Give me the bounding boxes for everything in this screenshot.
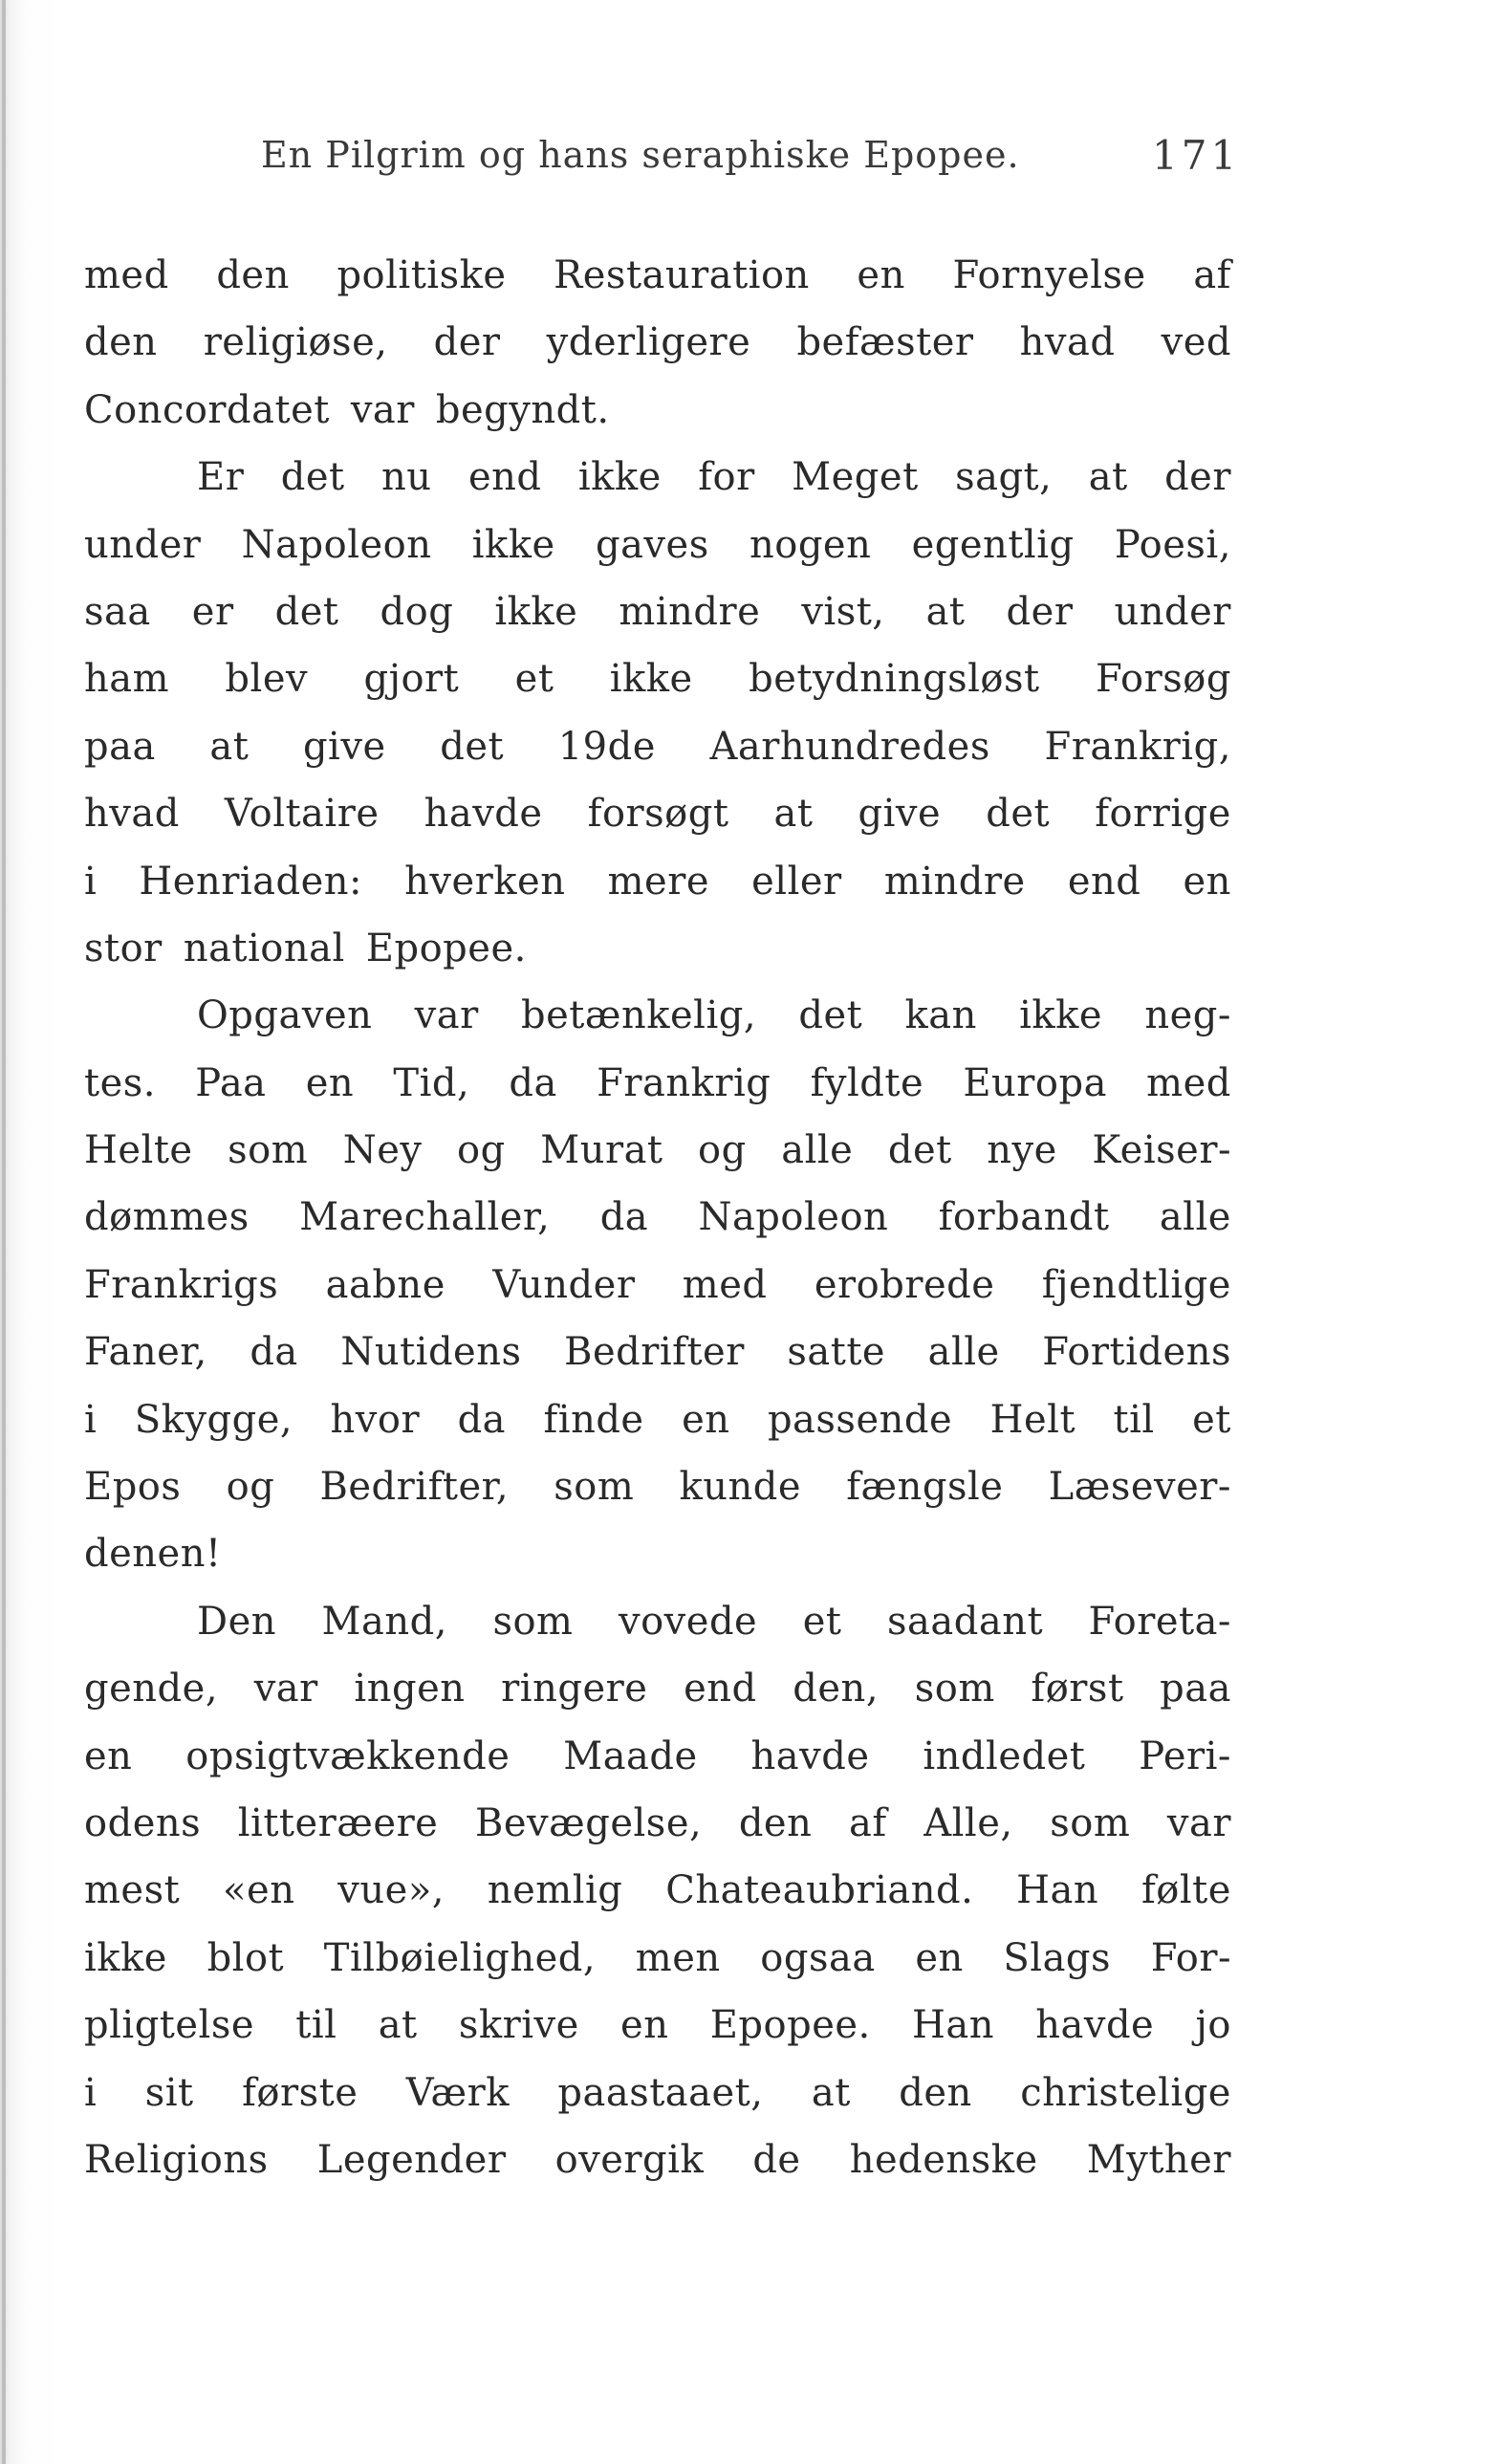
word: mindre [619, 589, 761, 634]
word: fjendtlige [1041, 1262, 1231, 1307]
word: første [242, 2070, 358, 2115]
text-line [84, 780, 1231, 847]
word: paastaaet, [557, 2070, 764, 2115]
word: Epopee. [709, 2003, 871, 2048]
word: som [228, 1128, 309, 1173]
text-line [84, 377, 1231, 444]
word: Concordatet [84, 387, 330, 432]
word: Frankrig, [1044, 724, 1231, 769]
word: ikke [84, 1935, 167, 1980]
word: Murat [540, 1128, 663, 1173]
word: politiske [337, 253, 507, 297]
word: af [848, 1800, 887, 1845]
text-line [84, 444, 1231, 511]
word: Voltaire [224, 792, 380, 837]
word: dømmes [84, 1195, 250, 1240]
word: sit [144, 2070, 194, 2115]
text-line [84, 1050, 1231, 1117]
word: er [191, 589, 234, 634]
word: eller [751, 859, 842, 904]
word: Myther [1086, 2137, 1231, 2182]
word: mest [84, 1868, 181, 1913]
text-line [84, 2060, 1231, 2126]
word: gjort [363, 657, 460, 702]
word: Vunder [492, 1262, 636, 1307]
word: Napoleon [698, 1195, 889, 1240]
text-line [84, 1790, 1231, 1857]
word: den [216, 253, 290, 297]
word: som [914, 1667, 995, 1712]
word: religiøse, [203, 320, 388, 365]
word: neg- [1144, 993, 1231, 1038]
text-line [84, 1319, 1231, 1385]
word: et [802, 1599, 842, 1644]
word: ikke [494, 589, 578, 634]
word: alle [927, 1330, 1000, 1375]
word: hvor [330, 1397, 421, 1442]
word: Værk [405, 2070, 510, 2115]
word: vist, [801, 589, 885, 634]
word: det [440, 724, 505, 769]
word: Napoleon [241, 522, 432, 567]
word: Chateaubriand. [665, 1868, 974, 1913]
text-line [84, 1655, 1231, 1722]
word: først [1031, 1667, 1124, 1712]
word: ikke [471, 522, 555, 567]
word: til [295, 2003, 337, 2048]
word: med [84, 253, 169, 297]
body-text [84, 242, 1231, 2193]
word: litteræere [237, 1800, 439, 1845]
word: men [635, 1935, 721, 1980]
word: var [1166, 1800, 1231, 1845]
word: at [811, 2070, 851, 2115]
word: Tilbøielighed, [323, 1935, 597, 1980]
word: da [599, 1195, 649, 1240]
word: Marechaller, [299, 1195, 551, 1240]
word: 19de [557, 724, 656, 769]
word: en [915, 1935, 964, 1980]
word: Aarhundredes [709, 724, 990, 769]
word: Læsever- [1048, 1465, 1231, 1510]
word: national [183, 926, 345, 970]
word: Keiser- [1092, 1128, 1231, 1173]
text-line [84, 645, 1231, 712]
word: ved [1161, 320, 1231, 365]
word: at [1088, 455, 1128, 500]
word: dog [380, 589, 454, 634]
word: Frankrigs [84, 1262, 279, 1307]
word: Opgaven [197, 993, 373, 1038]
word: egentlig [911, 522, 1075, 567]
word: Ney [342, 1128, 423, 1173]
word: nu [381, 455, 432, 500]
word: give [302, 724, 386, 769]
word: en [620, 2003, 669, 2048]
word: pligtelse [84, 2003, 255, 2048]
word: aabne [325, 1262, 445, 1307]
word: de [752, 2137, 801, 2182]
text-line [84, 1252, 1231, 1319]
word: et [514, 657, 554, 702]
word: hedenske [849, 2137, 1038, 2182]
word: for [698, 455, 755, 500]
word: betydningsløst [749, 657, 1040, 702]
word: og [698, 1128, 747, 1173]
word: skrive [458, 2003, 579, 2048]
word: gaves [595, 522, 709, 567]
word: der [1006, 589, 1074, 634]
text-line [84, 713, 1231, 780]
word: det [274, 589, 339, 634]
word: den [738, 1800, 813, 1845]
word: mindre [883, 859, 1026, 904]
word: ikke [1019, 993, 1103, 1038]
word: ingen [354, 1667, 466, 1712]
text-line [84, 1992, 1231, 2059]
word: tes. [84, 1060, 156, 1105]
word: paa [1160, 1667, 1231, 1712]
text-line [84, 1117, 1231, 1184]
word: og [226, 1465, 275, 1510]
word: indledet [923, 1734, 1086, 1778]
word: blev [225, 657, 309, 702]
word: ringere [501, 1667, 648, 1712]
word: Legender [316, 2137, 507, 2182]
word: «en [223, 1868, 295, 1913]
word: Frankrig [597, 1060, 771, 1105]
word: under [84, 522, 202, 567]
word: en [84, 1734, 133, 1778]
word: forbandt [938, 1195, 1110, 1240]
word: Henriaden: [139, 859, 363, 904]
word: som [554, 1465, 635, 1510]
word: nemlig [487, 1868, 623, 1913]
word: saadant [887, 1599, 1044, 1644]
word: satte [787, 1330, 886, 1375]
text-line [84, 848, 1231, 915]
word: den, [793, 1667, 880, 1712]
word: Han [912, 2003, 994, 2048]
text-line [84, 1453, 1231, 1520]
word: der [433, 320, 501, 365]
word: Helt [989, 1397, 1076, 1442]
word: end [467, 455, 542, 500]
word: end [1067, 859, 1141, 904]
word: finde [543, 1397, 644, 1442]
word: til [1113, 1397, 1155, 1442]
word: en [1183, 859, 1231, 904]
word: Forsøg [1095, 657, 1231, 702]
text-line [84, 915, 1231, 982]
word: at [925, 589, 966, 634]
word: forrige [1095, 792, 1231, 837]
word: med [682, 1262, 768, 1307]
word: i [84, 1397, 98, 1442]
word: denen! [84, 1532, 222, 1577]
word: Europa [963, 1060, 1107, 1105]
word: det [280, 455, 345, 500]
word: odens [84, 1800, 202, 1845]
text-line [84, 1588, 1231, 1655]
word: Epopee. [365, 926, 527, 970]
word: med [1146, 1060, 1231, 1105]
word: overgik [554, 2137, 705, 2182]
text-line [84, 1723, 1231, 1790]
text-line [84, 578, 1231, 645]
word: Faner, [84, 1330, 207, 1375]
word: Epos [84, 1465, 182, 1510]
word: havde [1035, 2003, 1155, 2048]
word: Bedrifter [564, 1330, 745, 1375]
word: Paa [195, 1060, 267, 1105]
word: Tid, [393, 1060, 470, 1105]
word: For- [1150, 1935, 1231, 1980]
text-line [84, 242, 1231, 309]
word: stor [84, 926, 163, 970]
page-number: 171 [1152, 132, 1241, 179]
word: Den [197, 1599, 277, 1644]
word: i [84, 2070, 98, 2115]
word: Meget [792, 455, 919, 500]
word: sagt, [955, 455, 1053, 500]
word: af [1193, 253, 1231, 297]
text-line [84, 309, 1231, 376]
word: det [887, 1128, 952, 1173]
word: forsøgt [587, 792, 729, 837]
word: vovede [619, 1599, 758, 1644]
word: Bevægelse, [474, 1800, 703, 1845]
word: Mand, [321, 1599, 447, 1644]
word: Fortidens [1042, 1330, 1231, 1375]
word: Skygge, [134, 1397, 293, 1442]
text-line [84, 1386, 1231, 1453]
word: da [457, 1397, 507, 1442]
word: vue», [337, 1868, 445, 1913]
word: gende, [84, 1667, 219, 1712]
word: under [1114, 589, 1231, 634]
word: erobrede [814, 1262, 995, 1307]
word: en [682, 1397, 730, 1442]
word: hvad [84, 792, 180, 837]
word: et [1192, 1397, 1231, 1442]
word: den [899, 2070, 972, 2115]
text-line [84, 512, 1231, 578]
word: at [378, 2003, 418, 2048]
word: hvad [1019, 320, 1116, 365]
text-line [84, 1857, 1231, 1924]
word: betænkelig, [521, 993, 757, 1038]
word: Restauration [554, 253, 810, 297]
word: begyndt. [435, 387, 610, 432]
text-line [84, 1925, 1231, 1992]
word: havde [424, 792, 543, 837]
word: der [1164, 455, 1231, 500]
word: Nutidens [340, 1330, 522, 1375]
word: befæster [796, 320, 974, 365]
word: saa [84, 589, 151, 634]
binding-gutter [2, 0, 6, 2464]
word: at [773, 792, 814, 837]
word: i [84, 859, 98, 904]
text-line [84, 982, 1231, 1049]
word: kan [904, 993, 977, 1038]
word: at [209, 724, 250, 769]
word: ogsaa [760, 1935, 876, 1980]
word: christelige [1020, 2070, 1231, 2115]
word: ikke [577, 455, 662, 500]
word: opsigtvækkende [185, 1734, 511, 1778]
word: give [858, 792, 942, 837]
word: ham [84, 657, 170, 702]
text-line [84, 1520, 1231, 1587]
word: jo [1195, 2003, 1231, 2048]
word: som [492, 1599, 574, 1644]
word: da [509, 1060, 557, 1105]
word: en [305, 1060, 355, 1105]
word: Alle, [923, 1800, 1013, 1845]
word: blot [206, 1935, 285, 1980]
word: havde [750, 1734, 870, 1778]
word: alle [781, 1128, 854, 1173]
text-line [84, 2126, 1231, 2193]
word: Maade [563, 1734, 698, 1778]
word: nye [987, 1128, 1057, 1173]
word: var [350, 387, 415, 432]
word: og [457, 1128, 506, 1173]
word: Er [197, 455, 245, 500]
word: da [250, 1330, 298, 1375]
word: den [84, 320, 158, 365]
word: det [986, 792, 1051, 837]
word: Poesi, [1114, 522, 1231, 567]
word: fyldte [810, 1060, 924, 1105]
word: end [684, 1667, 757, 1712]
word: hverken [404, 859, 566, 904]
word: Slags [1003, 1935, 1112, 1980]
word: Fornyelse [952, 253, 1146, 297]
word: følte [1141, 1868, 1231, 1913]
word: passende [767, 1397, 953, 1442]
word: Han [1016, 1868, 1099, 1913]
word: en [857, 253, 905, 297]
word: var [253, 1667, 318, 1712]
word: nogen [749, 522, 872, 567]
word: paa [84, 724, 156, 769]
word: kunde [679, 1465, 802, 1510]
word: alle [1159, 1195, 1231, 1240]
text-line [84, 1184, 1231, 1251]
word: ikke [609, 657, 693, 702]
word: var [414, 993, 479, 1038]
word: som [1050, 1800, 1131, 1845]
word: yderligere [546, 320, 751, 365]
word: fængsle [846, 1465, 1004, 1510]
running-title: En Pilgrim og hans seraphiske Epopee. [261, 134, 1020, 176]
word: Bedrifter, [319, 1465, 510, 1510]
word: Peri- [1139, 1734, 1231, 1778]
word: Religions [84, 2137, 269, 2182]
word: Foreta- [1088, 1599, 1231, 1644]
word: mere [607, 859, 709, 904]
word: det [798, 993, 863, 1038]
word: Helte [84, 1128, 193, 1173]
